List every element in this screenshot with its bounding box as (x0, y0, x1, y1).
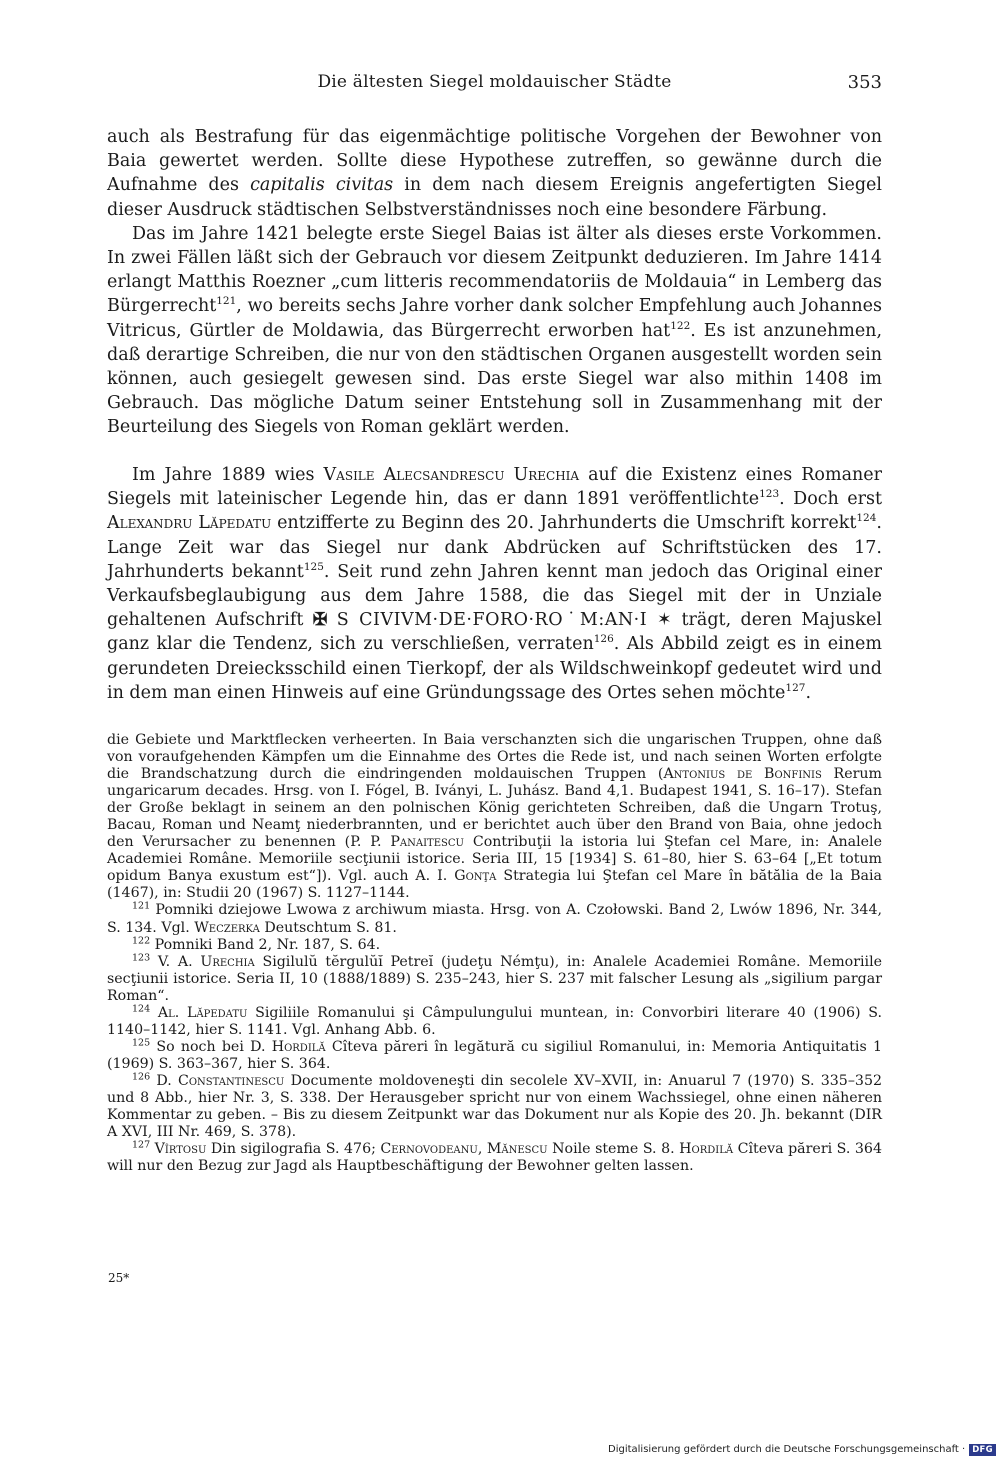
footnote-number: 127 (132, 1139, 151, 1151)
footnote-ref: 122 (670, 319, 691, 332)
italic-term: capitalis civitas (250, 175, 394, 196)
digitization-footer (608, 1442, 996, 1457)
author-name: Al. Lăpedatu (157, 1004, 248, 1021)
paragraph-text: . (805, 682, 812, 703)
main-text-lower (107, 463, 882, 705)
page-number: 353 (847, 72, 882, 93)
paragraph-text: , wo bereits sechs Jahre vorher dank solcher Empfehlung auch Johannes Vitricus, Gürtler de Moldawia, das Bürgerrecht erworben hat (107, 296, 882, 341)
paragraph-text: Das im Jahre 1421 belegte erste Siegel Baias ist älter als dieses erste Vorkommen. In zwei Fällen läßt sich der Gebrauch vor diesem Zeitpunkt deduzieren. Im Jahre 1414 erlangt Matthis Roezner „cum litteris recommendatoriis de Moldauia“ in Lemberg das Bürgerrecht (107, 223, 882, 317)
footnote-123: $^{123}$ V. A. Urechia Sigilulŭ tĕrgulŭĭ Petreĭ (judeţu Némţu), in: Analele Academiei Române. Memoriile secţiunii istorice. Seria II, 10 (1888/1889) S. 235–243, hier S. 237 mit falscher Lesung als „sigilium pargar Roman“. (107, 951, 883, 1004)
author-name: Hordilă (679, 1141, 734, 1158)
paragraph-text: in dem nach diesem Ereignis angefertigten Siegel dieser Ausdruck städtischen Selbstverständnisses noch eine besondere Färbung. (107, 175, 882, 220)
paragraph-text: trägt, deren Majuskel ganz klar die Tendenz, sich zu verschließen, verraten (107, 610, 882, 655)
running-head (107, 72, 882, 102)
paragraph-text: . Als Abbild zeigt es in einem gerundeten Dreiecksschild einen Tierkopf, der als Wildschweinkopf gedeutet wird und in dem man einen Hinweis auf eine Gründungssage des Ortes sehen möchte (107, 634, 882, 703)
author-name: Vasile Alecsandrescu Urechia (323, 465, 580, 485)
seal-legend: S CIVIVM·DE·FORO·RO˙M:AN·I ✶ (336, 610, 673, 631)
footnotes (107, 732, 882, 1175)
author-name: Constantinescu (178, 1072, 285, 1089)
paragraph-text: Im Jahre 1889 wies (132, 465, 324, 485)
footnote-121: $^{121}$ Pomniki dziejowe Lwowa z archiwum miasta. Hrsg. von A. Czołowski. Band 2, Lwów 1896, Nr. 344, S. 134. Vgl. Weczerka Deutschtum S. 81. (107, 900, 882, 936)
author-name: Urechia (200, 953, 255, 970)
footnote-ref: 125 (303, 560, 324, 573)
author-name: Alexandru Lăpedatu (107, 513, 272, 534)
paragraph-text: . Es ist anzunehmen, daß derartige Schreiben, die nur von den städtischen Organen ausgestellt worden sein können, auch gesiegelt gewesen sind. Das erste Siegel war also mithin 1408 im Gebrauch. Das mögliche Datum seiner Entstehung soll in Zusammenhang mit der Beurteilung des Siegels von Roman geklärt werden. (107, 320, 883, 438)
footnote-number: 126 (132, 1071, 151, 1083)
main-text-upper (107, 125, 882, 440)
author-name: Vîrtosu (154, 1141, 207, 1158)
running-title: Die ältesten Siegel moldauischer Städte (317, 72, 672, 92)
footnote-continuation: die Gebiete und Marktflecken verheerten. In Baia verschanzten sich die ungarischen Truppen, ohne daß von voraufgehenden Kämpfen um die Einnahme des Ortes die Rede ist, und nach seinen Worten erfolgte die Brandschatzung durch die eindringenden moldauischen Truppen (Antonius de Bonfinis Rerum ungaricarum decades. Hrsg. von I. Fógel, B. Iványi, L. Juhász. Band 4,1. Budapest 1941, S. 16–17). Stefan der Große beklagt in seinem an den polnischen König gerichteten Schreiben, daß die Ungarn Trotuş, Bacau, Roman und Neamţ niederbrannten, und er berichtet auch über den Brand von Baia, ohne jedoch den Verursacher zu benennen (P. P. Panaitescu Contribuţii la istoria lui Ştefan cel Mare, in: Analele Academiei Române. Memoriile secţiunii istorice. Seria III, 15 [1934] S. 61–80, hier S. 63–64 [„Et totum opidum Banya exustum est“]). Vgl. auch A. I. Gonţa Strategia lui Ştefan cel Mare în bătălia de la Baia (1467), in: Studii 20 (1967) S. 1127–1144. (107, 732, 883, 902)
footnote-127: $^{127}$ Vîrtosu Din sigilografia S. 476; Cernovodeanu, Mănescu Noile steme S. 8. Hordilă Cîteva păreri S. 364 will nur den Bezug zur Jagd als Hauptbeschäftigung der Bewohner gelten lassen. (107, 1139, 882, 1175)
footnote-124: $^{124}$ Al. Lăpedatu Sigiliile Romanului şi Câmpulungului muntean, in: Convorbiri literare 40 (1906) S. 1140–1142, hier S. 1141. Vgl. Anhang Abb. 6. (107, 1003, 882, 1038)
footnote-ref: 126 (593, 633, 614, 646)
author-name: Weczerka (194, 919, 260, 936)
paragraph-2 (107, 222, 882, 440)
signature-mark: 25* (108, 1271, 130, 1285)
footnote-number: 122 (132, 934, 151, 946)
paragraph-text: entzifferte zu Beginn des 20. Jahrhunderts die Umschrift korrekt (271, 513, 857, 534)
author-name: Hordilă (271, 1038, 326, 1055)
paragraph-text: . Lange Zeit war das Siegel nur dank Abdrücken auf Schriftstücken des 17. Jahrhunderts bekannt (107, 513, 882, 582)
paragraph-text: auch als Bestrafung für das eigenmächtige politische Vorgehen der Bewohner von Baia gewertet werden. Sollte diese Hypothese zutreffen, so gewänne durch die Aufnahme des (107, 127, 882, 196)
footnote-125: $^{125}$ So noch bei D. Hordilă Cîteva păreri în legătură cu sigiliul Romanului, in: Memoria Antiquitatis 1 (1969) S. 363–367, hier S. 364. (107, 1037, 883, 1072)
footnote-122: $^{122}$ Pomniki Band 2, Nr. 187, S. 64. (132, 934, 381, 953)
paragraph-3 (107, 463, 882, 705)
paragraph-text: auf die Existenz eines Romaner Siegels mit lateinischer Legende hin, das er dann 1891 veröffentlichte (107, 465, 882, 510)
footnote-number: 125 (132, 1037, 151, 1049)
footnote-ref: 123 (759, 488, 780, 501)
author-name: Cernovodeanu, Mănescu (380, 1141, 548, 1158)
author-name: Gonţa (454, 868, 497, 885)
footnote-ref: 127 (785, 682, 806, 694)
paragraph-1 (107, 125, 882, 222)
paragraph-text: . Doch erst (779, 489, 882, 510)
footnote-number: 121 (132, 900, 151, 912)
author-name: Antonius de Bonfinis (663, 766, 822, 783)
footer-text: Digitalisierung gefördert durch die Deutsche Forschungsgemeinschaft · (608, 1444, 966, 1455)
dfg-logo: DFG (969, 1444, 996, 1456)
paragraph-text: . Seit rund zehn Jahren kennt man jedoch das Original einer Verkaufsbeglaubigung aus dem Jahre 1588, die das Siegel mit der in Unziale gehaltenen Aufschrift (107, 561, 882, 631)
footnote-126: $^{126}$ D. Constantinescu Documente moldoveneşti din secolele XV–XVII, in: Anuarul 7 (1970) S. 335–352 und 8 Abb., hier Nr. 3, S. 338. Der Herausgeber spricht nur von einem Wachssiegel, ohne einen näheren Kommentar zu geben. – Bis zu diesem Zeitpunkt war das Dokument nur als Kopie des 20. Jh. bekannt (DIR A XVI, III Nr. 469, S. 378). (107, 1071, 882, 1141)
footnote-number: 123 (132, 951, 151, 963)
footnote-ref: 121 (216, 295, 237, 308)
footnote-number: 124 (132, 1003, 151, 1015)
footnote-ref: 124 (856, 512, 877, 525)
cross-symbol: ✠ (312, 610, 328, 631)
author-name: Panaitescu (390, 834, 464, 851)
